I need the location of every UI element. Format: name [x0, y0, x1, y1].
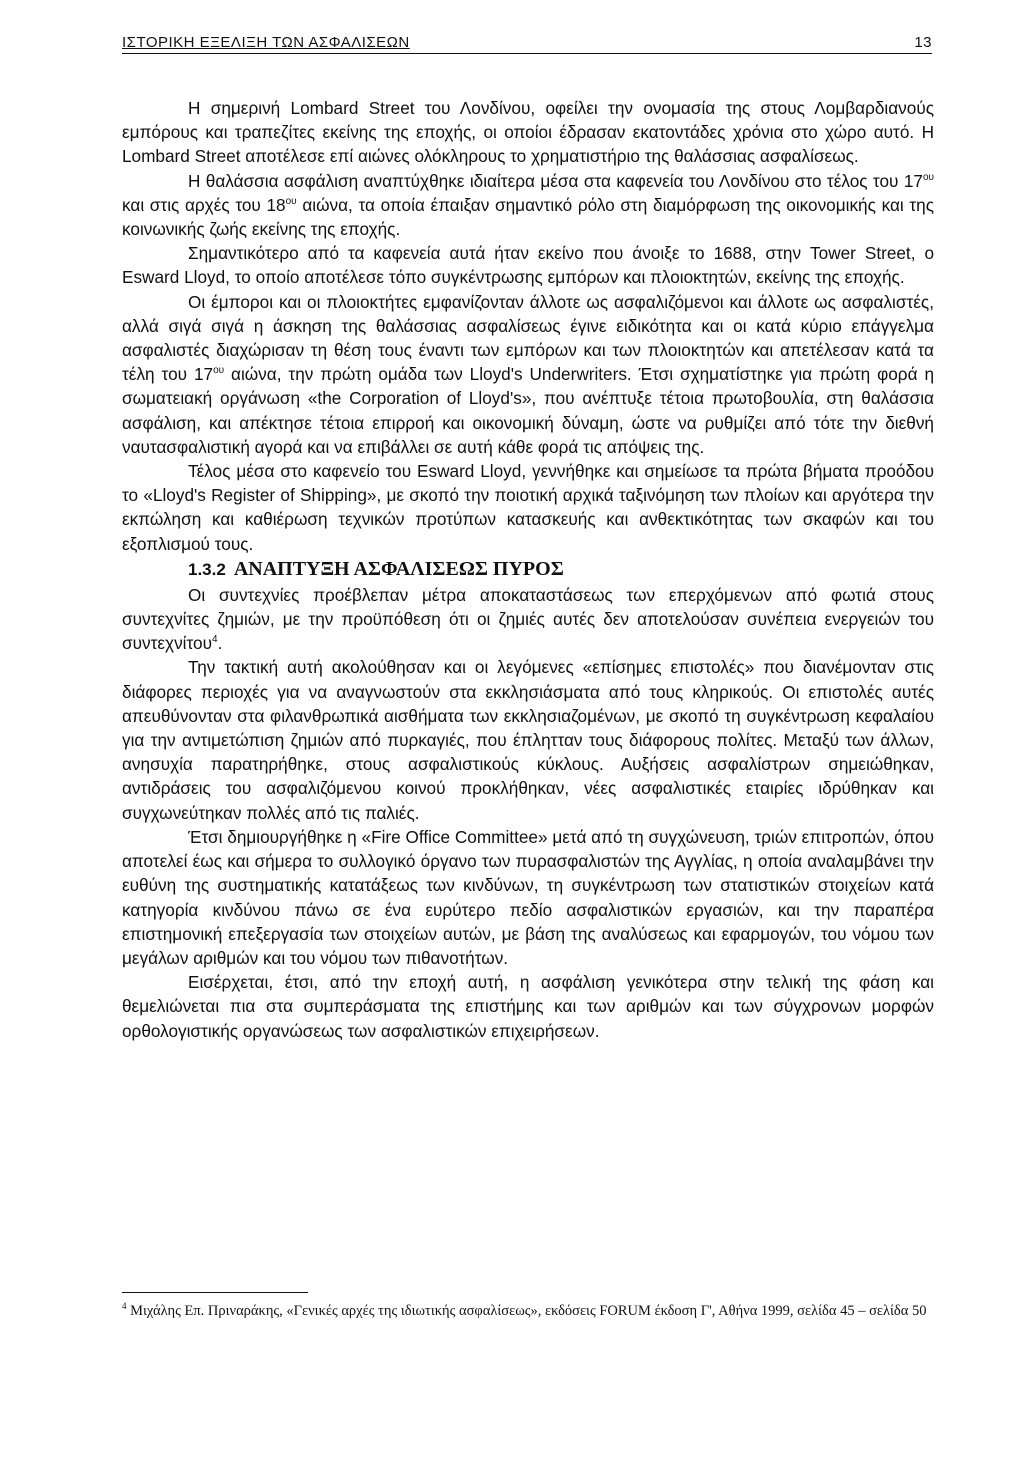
footnote-text: Μιχάλης Επ. Πριναράκης, «Γενικές αρχές της ιδιωτικής ασφαλίσεως», εκδόσεις FORUM έκδοση Γ', Αθήνα 1999, σελίδα 45 – σελίδα 50	[126, 1303, 927, 1319]
text-run: αιώνα, τα οποία έπαιξαν σημαντικό ρόλο στη διαμόρφωση της οικονομικής και της κοινωνικής ζωής εκείνης της εποχής.	[122, 194, 935, 240]
section-title: ΑΝΑΠΤΥΞΗ ΑΣΦΑΛΙΣΕΩΣ ΠΥΡΟΣ	[233, 557, 564, 580]
running-header	[122, 34, 932, 51]
paragraph-official-letters: Την τακτική αυτή ακολούθησαν και οι λεγόμενες «επίσημες επιστολές» που διανέμονταν στις διάφορες περιοχές για να αναγνωστούν στα εκκλησιάσματα από τους κληρικούς. Οι επιστολές αυτές απευθύνονταν στα φιλανθρωπικά αισθήματα των εκκλησιαζομένων, με σκοπό τη συγκέντρωση κεφαλαίου για την αντιμετώπιση ζημιών από πυρκαγιές, που έπλητταν τους διάφορους πολίτες. Μεταξύ των άλλων, ανησυχία παρατηρήθηκε, στους ασφαλιστικούς κύκλους. Αυξήσεις ασφαλίστρων σημειώθηκαν, αντιδράσεις του ασφαλιζόμενου κοινού προκλήθηκαν, νέες ασφαλιστικές εταιρίες ιδρύθηκαν και συγχωνεύτηκαν πολλές από τις παλιές.	[122, 657, 934, 823]
paragraph-coffee-houses	[122, 169, 934, 242]
body-text	[122, 96, 934, 1043]
superscript: ου	[922, 171, 934, 183]
paragraph-underwriters	[122, 290, 934, 459]
paragraph-fire-office-committee: Έτσι δημιουργήθηκε η «Fire Office Committee» μετά από τη συγχώνευση, τριών επιτροπών, όπου αποτελεί έως και σήμερα το συλλογικό όργανο των πυρασφαλιστών της Αγγλίας, η οποία αναλαμβάνει την ευθύνη της συστηματικής κατατάξεως των κινδύνων, τη συγκέντρωση των στατιστικών στοιχείων κατά κατηγορία κινδύνου πάνω σε ένα ευρύτερο πεδίο ασφαλιστικών εργασιών, και την παραπέρα επιστημονική επεξεργασία των στοιχείων αυτών, με βάση της αναλύσεως και εφαρμογών, του νόμου των μεγάλων αριθμών και του νόμου των πιθανοτήτων.	[122, 826, 934, 968]
header-title: ΙΣΤΟΡΙΚΗ ΕΞΕΛΙΞΗ ΤΩΝ ΑΣΦΑΛΙΣΕΩΝ	[122, 34, 410, 51]
text-run: και στις αρχές του 18	[122, 194, 286, 215]
footnote-reference: 4	[212, 634, 218, 646]
footnote	[122, 1300, 934, 1322]
superscript: ου	[213, 365, 225, 377]
section-number: 1.3.2	[188, 559, 226, 579]
text-run: Οι συντεχνίες προέβλεπαν μέτρα αποκαταστάσεως των επερχόμενων από φωτιά στους συντεχνίτες ζημιών, με την προϋπόθεση ότι οι ζημιές αυτές δεν αποτελούσαν συνέπεια ενεργειών του συντεχνίτου	[122, 584, 934, 654]
section-heading	[122, 556, 934, 583]
text-run: .	[217, 633, 223, 654]
paragraph-lloyd-coffee-house: Σημαντικότερο από τα καφενεία αυτά ήταν εκείνο που άνοιξε το 1688, στην Tower Street, ο Esward Lloyd, το οποίο αποτέλεσε τόπο συγκέντρωσης εμπόρων και πλοιοκτητών, εκείνης της εποχής.	[122, 243, 934, 288]
header-rule	[122, 53, 932, 54]
paragraph-guilds	[122, 583, 934, 656]
paragraph-lloyds-register: Τέλος μέσα στο καφενείο του Esward Lloyd, γεννήθηκε και σημείωσε τα πρώτα βήματα προόδου το «Lloyd's Register of Shipping», με σκοπό την ποιοτική αρχικά ταξινόμηση των πλοίων και αργότερα την εκπώληση και καθιέρωση τεχνικών προτύπων κατασκευής και ανθεκτικότητας των σκαφών και του εξοπλισμού τους.	[122, 461, 934, 554]
text-run: Η θαλάσσια ασφάλιση αναπτύχθηκε ιδιαίτερα μέσα στα καφενεία του Λονδίνου στο τέλος του 17	[188, 170, 923, 191]
superscript: ου	[285, 195, 297, 207]
text-run: Οι έμποροι και οι πλοιοκτήτες εμφανίζονταν άλλοτε ως ασφαλιζόμενοι και άλλοτε ως ασφαλιστές, αλλά σιγά σιγά η άσκηση της θαλάσσιας ασφαλίσεως έγινε ειδικότητα και οι κατά κύριο επάγγελμα ασφαλιστές διαχώρισαν τη θέση τους έναντι των εμπόρων και των πλοιοκτητών και απετέλεσαν κατά τα τέλη του 17	[122, 291, 934, 385]
footnote-rule	[122, 1292, 308, 1293]
paragraph-final-phase: Εισέρχεται, έτσι, από την εποχή αυτή, η ασφάλιση γενικότερα στην τελική της φάση και θεμελιώνεται πια στα συμπεράσματα της επιστήμης και των αριθμών και των σύγχρονων μορφών ορθολογιστικής οργανώσεως των ασφαλιστικών επιχειρήσεων.	[122, 972, 934, 1041]
text-run: αιώνα, την πρώτη ομάδα των Lloyd's Underwriters. Έτσι σχηματίστηκε για πρώτη φορά η σωματειακή οργάνωση «the Corporation of Lloyd's», που ανέπτυξε τέτοια πρωτοβουλία, στη θαλάσσια ασφάλιση, και απέκτησε τέτοια επιρροή και οικονομική δύναμη, ώστε να ρυθμίζει από τότε την διεθνή ναυτασφαλιστική αγορά και να επιβάλλει σε αυτή κάθε φορά τις απόψεις της.	[122, 364, 934, 457]
page-number: 13	[914, 34, 932, 51]
footnote-marker: 4	[122, 1301, 127, 1311]
paragraph-lombard-street: Η σημερινή Lombard Street του Λονδίνου, οφείλει την ονομασία της στους Λομβαρδιανούς εμπόρους και τραπεζίτες εκείνης της εποχής, οι οποίοι έδρασαν εκατοντάδες χρόνια στο χώρο αυτό. Η Lombard Street αποτέλεσε επί αιώνες ολόκληρους το χρηματιστήριο της θαλάσσιας ασφαλίσεως.	[122, 98, 934, 167]
